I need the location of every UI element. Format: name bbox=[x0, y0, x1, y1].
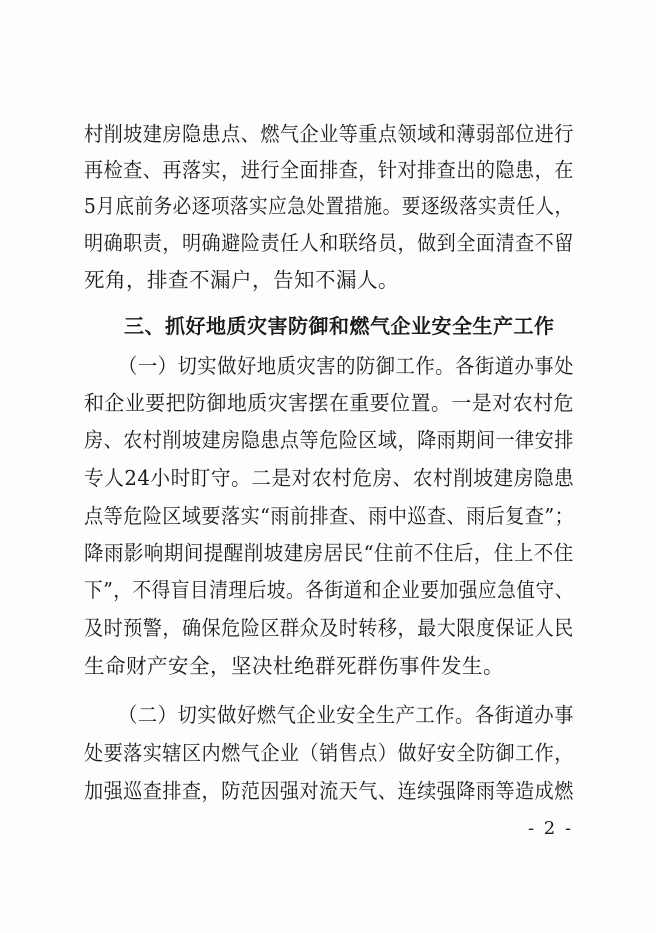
body-line: 和企业要把防御地质灾害摆在重要位置。一是对农村危 bbox=[84, 391, 574, 415]
body-line: 专人24小时盯守。二是对农村危房、农村削坡建房隐患 bbox=[84, 466, 575, 490]
body-line: 降雨影响期间提醒削坡建房居民“住前不住后，住上不住 bbox=[84, 541, 574, 565]
body-line: （二）切实做好燃气企业安全生产工作。各街道办事 bbox=[118, 703, 574, 727]
page-number: - 2 - bbox=[528, 818, 574, 839]
body-line: 明确职责，明确避险责任人和联络员，做到全面清查不留 bbox=[84, 231, 574, 255]
body-line: 及时预警，确保危险区群众及时转移，最大限度保证人民 bbox=[84, 616, 574, 640]
body-line: 5月底前务必逐项落实应急处置措施。要逐级落实责任人， bbox=[84, 194, 574, 218]
section-heading: 三、抓好地质灾害防御和燃气企业安全生产工作 bbox=[124, 314, 555, 338]
body-line: 村削坡建房隐患点、燃气企业等重点领域和薄弱部位进行 bbox=[84, 122, 574, 146]
body-line: 点等危险区域要落实“雨前排查、雨中巡查、雨后复查”； bbox=[84, 504, 575, 528]
body-line: （一）切实做好地质灾害的防御工作。各街道办事处 bbox=[118, 354, 574, 378]
body-line: 处要落实辖区内燃气企业（销售点）做好安全防御工作， bbox=[84, 741, 574, 765]
body-line: 下”，不得盲目清理后坡。各街道和企业要加强应急值守、 bbox=[84, 578, 574, 602]
body-line: 生命财产安全，坚决杜绝群死群伤事件发生。 bbox=[84, 654, 504, 678]
body-line: 死角，排查不漏户，告知不漏人。 bbox=[84, 268, 399, 292]
body-line: 房、农村削坡建房隐患点等危险区域，降雨期间一律安排 bbox=[84, 428, 574, 452]
body-line: 加强巡查排查，防范因强对流天气、连续强降雨等造成燃 bbox=[84, 779, 574, 803]
body-line: 再检查、再落实，进行全面排查，针对排查出的隐患，在 bbox=[84, 158, 574, 182]
